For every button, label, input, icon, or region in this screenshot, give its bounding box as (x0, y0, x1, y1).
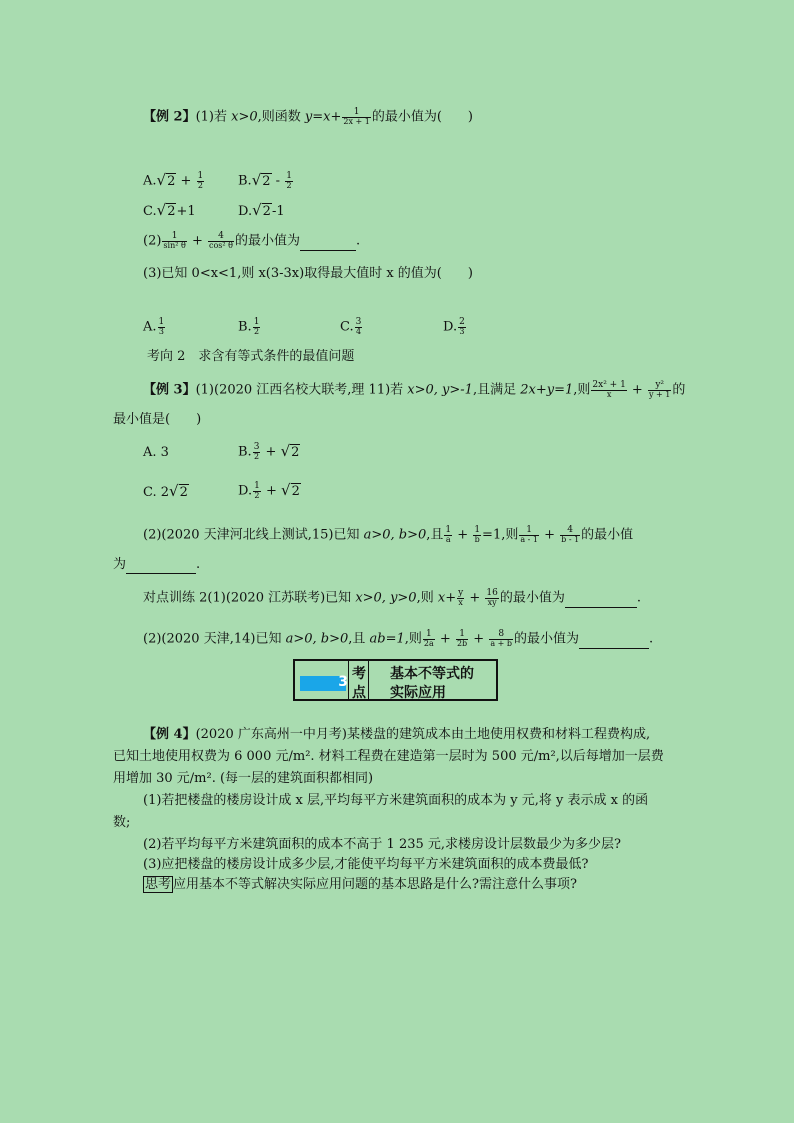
section-heading-kd3: 3 考 点 基本不等式的 实际应用 (293, 659, 498, 701)
ex4-q1-line2: 数; (113, 815, 131, 830)
divider (368, 661, 369, 699)
ex3-option-c: C. 2√2 (143, 482, 188, 500)
train2-q1: 对点训练 2(1)(2020 江苏联考)已知 x>0, y>0,则 x+ $\frac{y}{x}$ + $\frac{16}{xy}$ 的最小值为 . (143, 588, 641, 607)
ex3-option-b: B. $\frac{3}{2}$ + √2 (238, 441, 300, 461)
fraction: $\frac{1}{2x + 1}$ (343, 107, 370, 126)
ex2-q3-option-b: B. $\frac{1}{2}$ (238, 317, 260, 336)
answer-blank (300, 234, 356, 251)
section-heading-kx2: 考向 2 求含有等式条件的最值问题 (147, 349, 355, 364)
ex3-q1-line2: 最小值是( ) (113, 412, 202, 427)
ex2-q3: (3)已知 0<x<1,则 x(3-3x)取得最大值时 x 的值为( ) (143, 266, 473, 281)
answer-blank (565, 591, 637, 608)
sqrt: √2 (169, 482, 188, 500)
ex3-q2: (2)(2020 天津河北线上测试,15)已知 a>0, b>0,且 $\frac{1}{a}$ + $\frac{1}{b}$ =1,则 $\frac{1}{a - 1}$ + $\frac{4}{b - 1}$ 的最小值 (143, 525, 634, 544)
ex2-q3-option-a: A. $\frac{1}{3}$ (143, 317, 165, 336)
section-number-badge: 3 (300, 676, 346, 691)
sqrt: √2 (281, 480, 300, 499)
ex2-option-c: C.√2+1 (143, 201, 196, 219)
ex2-q3-option-c: C. $\frac{3}{4}$ (340, 317, 362, 336)
ex2-option-a: A.√2 + $\frac{1}{2}$ (143, 170, 204, 190)
ex3-q1: 【例 3】(1)(2020 江西名校大联考,理 11)若 x>0, y>-1,且满足 2x+y=1,则 $\frac{\text{2x² + 1}}{x}$ + $\frac{\text{y²}}{y + 1}$ 的 (143, 380, 686, 399)
ex4-think: 思考 应用基本不等式解决实际应用问题的基本思路是什么?需注意什么事项? (145, 877, 577, 892)
divider (348, 661, 349, 699)
ex2-option-b: B.√2 - $\frac{1}{2}$ (238, 170, 292, 190)
sqrt: √2 (251, 170, 271, 189)
ex4-q3: (3)应把楼盘的楼房设计成多少层,才能使平均每平方米建筑面积的成本费最低? (143, 857, 589, 872)
answer-blank (579, 632, 649, 649)
ex4-q1: (1)若把楼盘的楼房设计成 x 层,平均每平方米建筑面积的成本为 y 元,将 y 表示成 x 的函 (143, 793, 649, 808)
answer-blank (126, 557, 196, 574)
ex2-q2: (2) $\frac{1}{\text{sin² θ}}$ + $\frac{4}{\text{cos² θ}}$ 的最小值为 . (143, 231, 361, 250)
think-label: 思考 (145, 877, 172, 892)
ex2-option-d: D.√2-1 (238, 201, 285, 219)
ex2-q1: 【例 2】(1)若 x>0,则函数 y=x+ $\frac{1}{2x + 1}$ 的最小值为( ) (143, 107, 474, 126)
ex4-line1: 【例 4】(2020 广东高州一中月考)某楼盘的建筑成本由土地使用权费和材料工程费构成, (143, 727, 651, 742)
ex4-line2: 已知土地使用权费为 6 000 元/m². 材料工程费在建造第一层时为 500 元/m²,以后每增加一层费 (113, 749, 664, 764)
ex3-option-d: D. $\frac{1}{2}$ + √2 (238, 480, 300, 500)
sqrt: √2 (156, 201, 176, 219)
sqrt: √2 (280, 441, 300, 460)
ex4-line3: 用增加 30 元/m². (每一层的建筑面积都相同) (113, 771, 374, 786)
sqrt: √2 (252, 201, 271, 219)
ex2-q3-option-d: D. $\frac{2}{3}$ (443, 317, 465, 336)
ex4-q2: (2)若平均每平方米建筑面积的成本不高于 1 235 元,求楼房设计层数最少为多少层? (143, 837, 621, 852)
sqrt: √2 (156, 170, 176, 189)
train2-q2: (2)(2020 天津,14)已知 a>0, b>0,且 ab=1,则 $\frac{1}{2a}$ + $\frac{1}{2b}$ + $\frac{8}{a + b}$ 的最小值为 . (143, 629, 654, 648)
ex3-option-a: A. 3 (143, 445, 169, 460)
ex3-q2-line2: 为 . (113, 557, 200, 574)
